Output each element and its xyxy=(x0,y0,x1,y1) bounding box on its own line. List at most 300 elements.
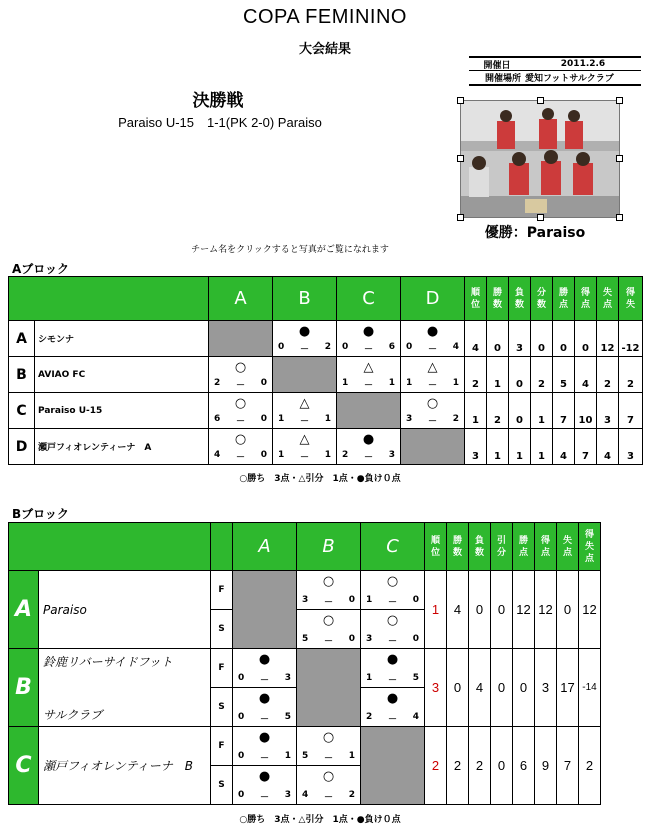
match-result xyxy=(209,430,272,464)
score-right: 2 xyxy=(348,789,355,800)
team-stat: 1 xyxy=(487,357,509,393)
team-stat: 1 xyxy=(465,393,487,429)
team-letter: C xyxy=(9,393,35,429)
team-rank: 2 xyxy=(425,727,447,805)
score-dash: － xyxy=(387,714,397,725)
team-stat: 4 xyxy=(465,321,487,357)
stat-header-char: 点 xyxy=(518,547,528,558)
score-left: 1 xyxy=(278,413,285,424)
team-stat: 2 xyxy=(487,393,509,429)
team-stat: 4 xyxy=(575,357,597,393)
block-a-stat-header xyxy=(465,277,487,321)
match-result xyxy=(233,728,296,765)
half-label: S xyxy=(211,688,233,727)
match-result xyxy=(401,394,464,428)
score-right: 1 xyxy=(388,377,395,388)
match-cell xyxy=(297,727,361,766)
half-label: F xyxy=(211,649,233,688)
block-b-stat-header xyxy=(579,523,601,571)
result-mark: ○ xyxy=(322,573,335,589)
stat-header-char: 失 xyxy=(562,535,572,546)
self-match-cell xyxy=(209,321,273,357)
match-cell xyxy=(401,357,465,393)
score-dash: － xyxy=(235,452,245,463)
block-b-col-header-a: A xyxy=(233,523,297,571)
result-mark: ● xyxy=(426,323,439,339)
stat-header-char: 得 xyxy=(625,287,635,298)
score-left: 0 xyxy=(238,711,245,722)
event-info xyxy=(469,56,641,86)
score-left: 5 xyxy=(302,750,309,761)
stat-header-char: 点 xyxy=(580,299,590,310)
stat-header-char: 点 xyxy=(558,299,568,310)
result-mark: ○ xyxy=(234,359,247,375)
score-right: 1 xyxy=(452,377,459,388)
match-score xyxy=(233,673,296,686)
team-name-link[interactable]: 瀬戸フィオレンティーナ A xyxy=(35,429,209,465)
team-stat: 0 xyxy=(491,571,513,649)
result-mark: ● xyxy=(258,690,271,706)
team-rank: 3 xyxy=(425,649,447,727)
half-label: S xyxy=(211,766,233,805)
score-right: 0 xyxy=(260,377,267,388)
block-a-stat-header xyxy=(509,277,531,321)
block-b-stat-header xyxy=(425,523,447,571)
stat-header-char: 勝 xyxy=(558,287,568,298)
stat-header-char: 順 xyxy=(470,287,480,298)
team-stat: 0 xyxy=(531,321,553,357)
team-name-link[interactable]: シモンナ xyxy=(35,321,209,357)
team-name-line: サルクラブ xyxy=(43,708,103,722)
team-stat: 4 xyxy=(469,649,491,727)
result-mark: ● xyxy=(258,768,271,784)
score-right: 0 xyxy=(348,633,355,644)
team-stat: 1 xyxy=(531,429,553,465)
match-score xyxy=(361,673,424,686)
match-result xyxy=(337,430,400,464)
match-score xyxy=(273,450,336,463)
score-dash: － xyxy=(323,753,333,764)
block-b-stat-header xyxy=(557,523,579,571)
block-b-stat-header xyxy=(535,523,557,571)
score-left: 3 xyxy=(302,594,309,605)
score-right: 0 xyxy=(412,594,419,605)
team-stat: 0 xyxy=(553,321,575,357)
self-match-cell xyxy=(401,429,465,465)
score-right: 2 xyxy=(452,413,459,424)
score-left: 1 xyxy=(342,377,349,388)
block-a-team-row xyxy=(9,321,643,357)
match-cell xyxy=(401,321,465,357)
score-right: 0 xyxy=(260,413,267,424)
team-letter: A xyxy=(9,571,39,649)
match-score xyxy=(209,414,272,427)
match-score xyxy=(273,414,336,427)
block-a-table xyxy=(8,276,643,465)
resize-handle-top-left[interactable] xyxy=(457,97,464,104)
result-mark: ● xyxy=(298,323,311,339)
block-a-stat-header xyxy=(553,277,575,321)
score-dash: － xyxy=(259,675,269,686)
half-label: F xyxy=(211,727,233,766)
team-stat: 3 xyxy=(509,321,531,357)
team-letter: D xyxy=(9,429,35,465)
match-score xyxy=(337,450,400,463)
match-score xyxy=(337,378,400,391)
score-dash: － xyxy=(259,753,269,764)
match-score xyxy=(209,378,272,391)
match-cell xyxy=(401,393,465,429)
score-dash: － xyxy=(427,380,437,391)
match-result xyxy=(273,394,336,428)
match-cell xyxy=(233,766,297,805)
score-right: 1 xyxy=(324,413,331,424)
stat-header-char: 勝 xyxy=(452,535,462,546)
match-score xyxy=(401,342,464,355)
team-stat: 0 xyxy=(509,357,531,393)
stat-header-char: 数 xyxy=(452,547,462,558)
match-score xyxy=(233,712,296,725)
block-b-stat-header xyxy=(447,523,469,571)
match-result xyxy=(233,767,296,804)
block-a-stat-header xyxy=(531,277,553,321)
score-left: 0 xyxy=(406,341,413,352)
score-left: 0 xyxy=(278,341,285,352)
team-stat: 12 xyxy=(597,321,619,357)
score-left: 0 xyxy=(238,672,245,683)
match-result xyxy=(361,650,424,687)
result-mark: ● xyxy=(386,651,399,667)
resize-handle-bottom[interactable] xyxy=(537,214,544,221)
result-mark: ● xyxy=(362,431,375,447)
self-match-cell xyxy=(273,357,337,393)
team-name-link[interactable] xyxy=(39,727,211,805)
match-cell xyxy=(337,321,401,357)
stat-header-char: 勝 xyxy=(492,287,502,298)
self-match-cell xyxy=(297,649,361,727)
match-score xyxy=(337,342,400,355)
stat-header-char: 数 xyxy=(536,299,546,310)
stat-header-char: 点 xyxy=(602,299,612,310)
score-dash: － xyxy=(363,380,373,391)
team-stat: 1 xyxy=(487,429,509,465)
team-name-link[interactable]: AVIAO FC xyxy=(35,357,209,393)
team-stat: 7 xyxy=(553,393,575,429)
score-dash: － xyxy=(299,416,309,427)
team-name-link[interactable]: Paraiso U-15 xyxy=(35,393,209,429)
stat-header-char: 位 xyxy=(430,547,440,558)
match-cell xyxy=(297,766,361,805)
stat-header-char: 負 xyxy=(474,535,484,546)
block-b-col-header-c: C xyxy=(361,523,425,571)
block-b-team-row-first-half xyxy=(9,727,601,766)
match-result xyxy=(337,358,400,392)
team-stat: 0 xyxy=(487,321,509,357)
score-left: 0 xyxy=(238,750,245,761)
match-cell xyxy=(233,688,297,727)
match-cell xyxy=(297,610,361,649)
score-right: 1 xyxy=(348,750,355,761)
score-right: 3 xyxy=(284,789,291,800)
block-a-legend: ○勝ち 3点・△引分 1点・●負け０点 xyxy=(239,474,401,484)
resize-handle-bottom-left[interactable] xyxy=(457,214,464,221)
score-left: 2 xyxy=(342,449,349,460)
team-stat: 1 xyxy=(531,393,553,429)
block-a-corner xyxy=(9,277,209,321)
match-cell xyxy=(337,357,401,393)
stat-header-char: 数 xyxy=(492,299,502,310)
stat-header-char: 失 xyxy=(602,287,612,298)
result-mark: ○ xyxy=(386,573,399,589)
score-dash: － xyxy=(323,597,333,608)
stat-header-char: 得 xyxy=(540,535,550,546)
half-label: F xyxy=(211,571,233,610)
match-result xyxy=(297,767,360,804)
half-label: S xyxy=(211,610,233,649)
team-stat: 1 xyxy=(509,429,531,465)
score-dash: － xyxy=(235,380,245,391)
team-stat: 0 xyxy=(513,649,535,727)
score-left: 0 xyxy=(238,789,245,800)
team-stat: 12 xyxy=(513,571,535,649)
winner-label: 優勝：Paraiso xyxy=(484,225,586,241)
team-stat: 4 xyxy=(553,429,575,465)
stat-header-char: 得 xyxy=(580,287,590,298)
date-value: 2011.2.6 xyxy=(560,59,606,69)
score-dash: － xyxy=(323,792,333,803)
block-a-col-header-d: D xyxy=(401,277,465,321)
score-right: 5 xyxy=(412,672,419,683)
team-stat: 12 xyxy=(579,571,601,649)
stat-header-char: 勝 xyxy=(518,535,528,546)
match-score xyxy=(401,378,464,391)
team-stat: 2 xyxy=(597,357,619,393)
team-stat: 12 xyxy=(535,571,557,649)
match-cell xyxy=(337,429,401,465)
stat-header-char: 失 xyxy=(625,299,635,310)
result-mark: ○ xyxy=(322,612,335,628)
match-score xyxy=(233,790,296,803)
match-score xyxy=(361,634,424,647)
result-mark: ● xyxy=(386,690,399,706)
team-stat: -14 xyxy=(579,649,601,727)
block-a-col-header-c: C xyxy=(337,277,401,321)
score-dash: － xyxy=(363,452,373,463)
team-letter: B xyxy=(9,649,39,727)
team-stat: 3 xyxy=(535,649,557,727)
team-letter: C xyxy=(9,727,39,805)
result-mark: △ xyxy=(299,395,310,411)
match-result xyxy=(297,728,360,765)
block-b-team-row-first-half xyxy=(9,649,601,688)
match-result xyxy=(337,322,400,356)
match-score xyxy=(233,751,296,764)
block-a-stat-header xyxy=(619,277,643,321)
block-a-header-row xyxy=(9,277,643,321)
match-score xyxy=(401,414,464,427)
team-name-line: Paraiso xyxy=(43,602,87,617)
match-cell xyxy=(297,571,361,610)
team-stat: 0 xyxy=(575,321,597,357)
self-match-cell xyxy=(361,727,425,805)
score-dash: － xyxy=(323,636,333,647)
score-right: 4 xyxy=(412,711,419,722)
result-mark: △ xyxy=(427,359,438,375)
score-left: 3 xyxy=(406,413,413,424)
block-b-stat-header xyxy=(469,523,491,571)
result-mark: ○ xyxy=(322,729,335,745)
block-a-col-header-a: A xyxy=(209,277,273,321)
venue-value: 愛知フットサルクラブ xyxy=(525,74,614,84)
score-dash: － xyxy=(299,452,309,463)
resize-handle-bottom-right[interactable] xyxy=(616,214,623,221)
score-dash: － xyxy=(427,416,437,427)
match-result xyxy=(401,358,464,392)
score-right: 0 xyxy=(260,449,267,460)
stat-header-char: 点 xyxy=(540,547,550,558)
block-b-table xyxy=(8,522,601,805)
match-cell xyxy=(361,610,425,649)
match-cell xyxy=(361,688,425,727)
block-a-team-row xyxy=(9,357,643,393)
match-cell xyxy=(273,393,337,429)
block-a-label: Aブロック xyxy=(12,262,70,276)
score-right: 0 xyxy=(412,633,419,644)
team-stat: 2 xyxy=(447,727,469,805)
match-result xyxy=(233,650,296,687)
team-stat: 2 xyxy=(469,727,491,805)
match-result xyxy=(361,611,424,648)
result-mark: △ xyxy=(299,431,310,447)
team-stat: 17 xyxy=(557,649,579,727)
team-stat: 5 xyxy=(553,357,575,393)
match-result xyxy=(233,689,296,726)
match-score xyxy=(209,450,272,463)
result-mark: △ xyxy=(363,359,374,375)
team-stat: 0 xyxy=(491,727,513,805)
click-note: チーム名をクリックすると写真がご覧になれます xyxy=(191,245,389,255)
stat-header-char: 位 xyxy=(470,299,480,310)
score-right: 2 xyxy=(324,341,331,352)
stat-header-char: 引 xyxy=(496,535,506,546)
match-score xyxy=(297,790,360,803)
match-cell xyxy=(209,429,273,465)
team-stat: 2 xyxy=(465,357,487,393)
result-mark: ● xyxy=(362,323,375,339)
score-left: 1 xyxy=(406,377,413,388)
self-match-cell xyxy=(337,393,401,429)
match-result xyxy=(273,322,336,356)
date-label: 開催日 xyxy=(483,60,511,71)
team-name-link[interactable] xyxy=(39,571,211,649)
block-a-col-header-b: B xyxy=(273,277,337,321)
date-row xyxy=(469,56,641,71)
block-a-stat-header xyxy=(597,277,619,321)
team-stat: 0 xyxy=(491,649,513,727)
match-cell xyxy=(273,429,337,465)
score-right: 5 xyxy=(284,711,291,722)
score-left: 6 xyxy=(214,413,221,424)
stat-header-char: 得 xyxy=(584,529,594,540)
match-result xyxy=(401,322,464,356)
match-cell xyxy=(361,649,425,688)
final-heading: 決勝戦 xyxy=(192,91,244,111)
score-dash: － xyxy=(387,675,397,686)
stat-header-char: 順 xyxy=(430,535,440,546)
match-result xyxy=(361,689,424,726)
block-b-stat-header xyxy=(491,523,513,571)
winner-team-photo[interactable] xyxy=(460,100,620,218)
team-stat: 7 xyxy=(575,429,597,465)
resize-handle-right[interactable] xyxy=(616,155,623,162)
resize-handle-top[interactable] xyxy=(537,97,544,104)
resize-handle-left[interactable] xyxy=(457,155,464,162)
score-left: 2 xyxy=(214,377,221,388)
team-stat: 4 xyxy=(447,571,469,649)
block-a-team-row xyxy=(9,429,643,465)
match-cell xyxy=(361,571,425,610)
match-result xyxy=(361,572,424,609)
team-stat: 10 xyxy=(575,393,597,429)
score-left: 4 xyxy=(214,449,221,460)
score-left: 1 xyxy=(278,449,285,460)
block-a-stat-header xyxy=(575,277,597,321)
final-result: Paraiso U-15 1-1(PK 2-0) Paraiso xyxy=(118,115,322,130)
stat-header-char: 点 xyxy=(584,553,594,564)
score-left: 1 xyxy=(366,594,373,605)
stat-header-char: 失 xyxy=(584,541,594,552)
score-dash: － xyxy=(363,344,373,355)
score-right: 3 xyxy=(284,672,291,683)
team-name-link[interactable] xyxy=(39,649,211,727)
score-dash: － xyxy=(387,636,397,647)
team-stat: 2 xyxy=(579,727,601,805)
team-letter: A xyxy=(9,321,35,357)
match-cell xyxy=(209,393,273,429)
block-b-header-row xyxy=(9,523,601,571)
match-score xyxy=(361,595,424,608)
team-rank: 1 xyxy=(425,571,447,649)
stat-header-char: 数 xyxy=(514,299,524,310)
resize-handle-top-right[interactable] xyxy=(616,97,623,104)
match-cell xyxy=(273,321,337,357)
block-a-team-row xyxy=(9,393,643,429)
block-a-stat-header xyxy=(487,277,509,321)
result-mark: ● xyxy=(258,729,271,745)
result-mark: ● xyxy=(258,651,271,667)
block-b-half-header xyxy=(211,523,233,571)
team-stat: 9 xyxy=(535,727,557,805)
team-stat: 0 xyxy=(469,571,491,649)
team-name-line: 瀬戸フィオレンティーナ B xyxy=(43,759,194,773)
team-stat: 2 xyxy=(531,357,553,393)
team-stat: 3 xyxy=(465,429,487,465)
team-stat: 7 xyxy=(557,727,579,805)
score-right: 1 xyxy=(324,449,331,460)
page-subtitle: 大会結果 xyxy=(298,42,351,57)
score-left: 2 xyxy=(366,711,373,722)
block-b-legend: ○勝ち 3点・△引分 1点・●負け０点 xyxy=(239,815,401,825)
match-result xyxy=(209,358,272,392)
result-mark: ○ xyxy=(322,768,335,784)
page-title: COPA FEMININO xyxy=(243,6,407,28)
score-dash: － xyxy=(299,344,309,355)
team-name-line: 鈴鹿リバーサイドフット xyxy=(43,655,173,669)
block-b-col-header-b: B xyxy=(297,523,361,571)
score-left: 5 xyxy=(302,633,309,644)
score-right: 4 xyxy=(452,341,459,352)
score-dash: － xyxy=(259,792,269,803)
